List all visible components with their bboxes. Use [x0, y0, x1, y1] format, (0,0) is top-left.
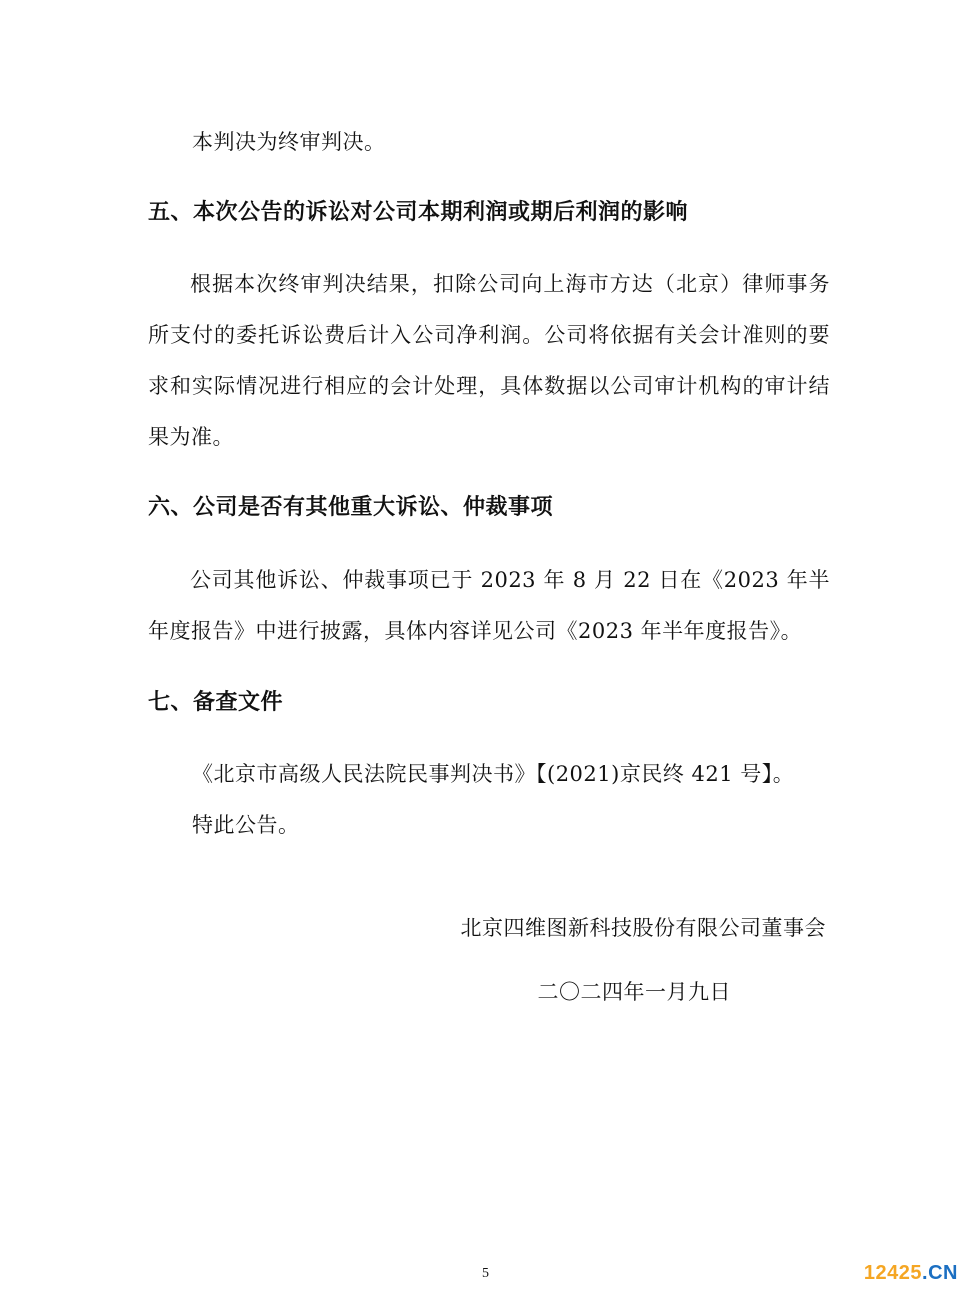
section7-heading: 七、备查文件	[148, 690, 284, 715]
watermark-suffix: .CN	[922, 1262, 958, 1284]
site-watermark	[864, 1262, 958, 1285]
page-number: 5	[482, 1266, 489, 1281]
announcement-closing: 特此公告。	[192, 813, 300, 837]
section6-heading: 六、公司是否有其他重大诉讼、仲裁事项	[148, 495, 554, 520]
judgment-final-statement: 本判决为终审判决。	[192, 130, 386, 154]
section5-body: 根据本次终审判决结果，扣除公司向上海市方达（北京）律师事务所支付的委托诉讼费后计入公司净利润。公司将依据有关会计准则的要求和实际情况进行相应的会计处理，具体数据以公司审计机构的审计结果为准。	[148, 272, 830, 449]
signature-date: 二〇二四年一月九日	[537, 980, 731, 1004]
watermark-number: 12425	[863, 1262, 923, 1284]
reference-document-item: 《北京市高级人民法院民事判决书》【(2021)京民终 421 号】。	[192, 762, 795, 786]
section5-heading: 五、本次公告的诉讼对公司本期利润或期后利润的影响	[148, 200, 689, 225]
section6-body: 公司其他诉讼、仲裁事项已于 2023 年 8 月 22 日在《2023 年半年度报告》中进行披露，具体内容详见公司《2023 年半年度报告》。	[148, 568, 830, 643]
signature-company: 北京四维图新科技股份有限公司董事会	[460, 916, 826, 940]
